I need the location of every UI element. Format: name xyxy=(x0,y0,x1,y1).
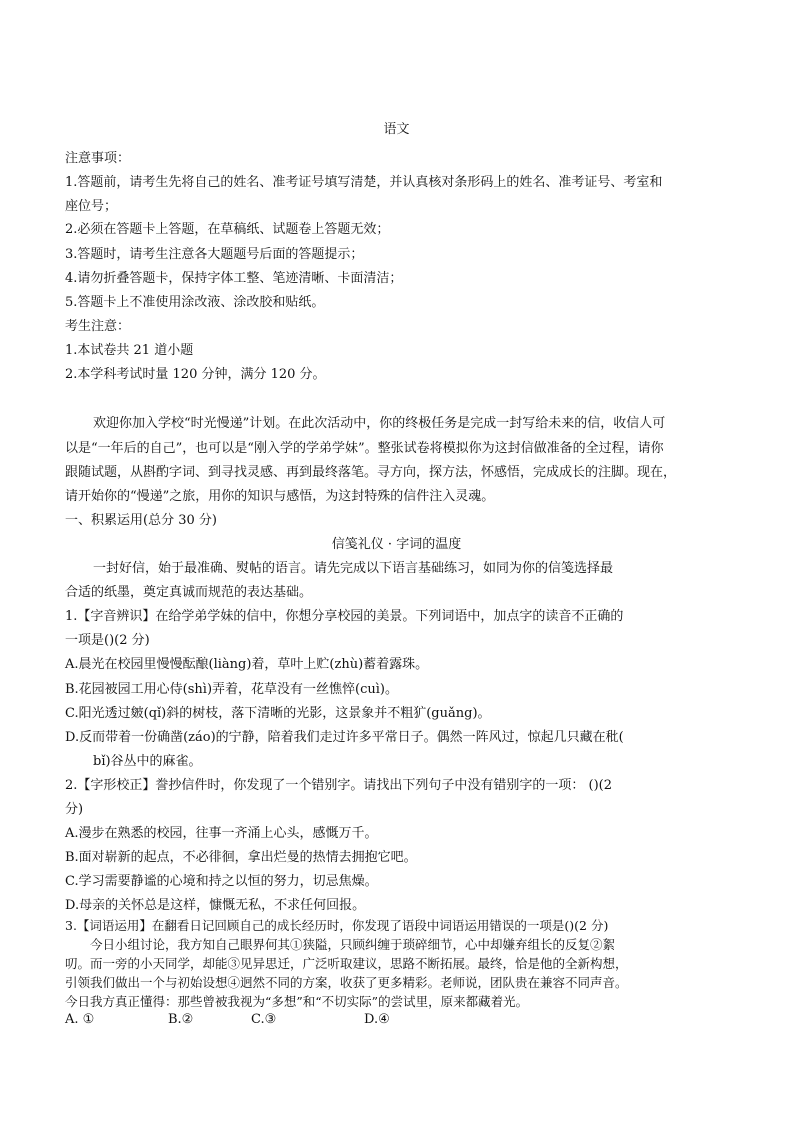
q2-stem: 2.【字形校正】誊抄信件时，你发现了一个错别字。请找出下列句子中没有错别字的一项： ()(2 xyxy=(65,778,613,793)
section-heading: 一、积累运用(总分 30 分) xyxy=(65,513,217,528)
subsection-title: 信笺礼仪 · 字词的温度 xyxy=(331,537,462,552)
q3-passage-line: 引领我们做出一个与初始设想④迥然不同的方案，收获了更多精彩。老师说，团队贵在兼容不同声音。 xyxy=(65,975,628,990)
candidate-heading: 考生注意： xyxy=(65,319,131,334)
q1-option-d: D.反而带着一份确凿(záo)的宁静，陪着我们走过许多平常日子。偶然一阵风过，惊起几只藏在秕( xyxy=(65,730,624,745)
candidate-note: 1.本试卷共 21 道小题 xyxy=(65,343,194,358)
q1-option-b: B.花园被园工用心侍(shì)弄着，花草没有一丝憔悴(cuì)。 xyxy=(65,682,398,697)
q3-passage-line: 今日我方真正懂得：那些曾被我视为“多想”和“不切实际”的尝试里，原来都藏着光。 xyxy=(65,994,529,1009)
q2-option-b: B.面对崭新的起点，不必徘徊，拿出烂曼的热情去拥抱它吧。 xyxy=(65,850,417,865)
q2-option-d: D.母亲的关怀总是这样，慷慨无私，不求任何回报。 xyxy=(65,898,366,913)
q3-option-b: B.② xyxy=(168,1012,194,1027)
subsection-intro-line: 合适的纸墨，奠定真诚而规范的表达基础。 xyxy=(65,585,313,600)
intro-line: 跟随试题，从斟酌字词、到寻找灵感、再到最终落笔。寻方向，探方法，怀感悟，完成成长的注脚。现在， xyxy=(65,465,677,480)
intro-line: 欢迎你加入学校“时光慢递”计划。在此次活动中，你的终极任务是完成一封写给未来的信，收信人可 xyxy=(93,416,666,431)
q3-passage-line: 叨。而一旁的小天同学，却能③见异思迁，广泛听取建议，思路不断拓展。最终，恰是他的全新构想， xyxy=(65,956,628,971)
q1-stem: 1.【字音辨识】在给学弟学妹的信中，你想分享校园的美景。下列词语中，加点字的读音不正确的 xyxy=(65,609,624,624)
notice-line: 4.请勿折叠答题卡，保持字体工整、笔迹清晰、卡面清洁； xyxy=(65,271,403,286)
q3-stem: 3.【词语运用】在翻看日记回顾自己的成长经历时，你发现了语段中词语运用错误的一项是()(2 分) xyxy=(65,918,609,933)
q3-option-d: D.④ xyxy=(364,1012,390,1027)
intro-line: 请开始你的“慢递”之旅，用你的知识与感悟，为这封特殊的信件注入灵魂。 xyxy=(65,489,495,504)
page-title: 语文 xyxy=(383,122,410,137)
subsection-intro-line: 一封好信，始于最准确、熨帖的语言。请先完成以下语言基础练习，如同为你的信笺选择最 xyxy=(93,561,614,576)
candidate-note: 2.本学科考试时量 120 分钟，满分 120 分。 xyxy=(65,367,326,382)
q1-option-d-cont: bǐ)谷丛中的麻雀。 xyxy=(93,754,202,769)
q3-option-a: A. ① xyxy=(65,1012,95,1027)
q1-stem: 一项是()(2 分) xyxy=(65,633,150,648)
q1-option-a: A.晨光在校园里慢慢酝酿(liàng)着，草叶上贮(zhù)蓄着露珠。 xyxy=(65,657,429,672)
notice-line: 2.必须在答题卡上答题，在草稿纸、试题卷上答题无效； xyxy=(65,222,390,237)
q3-passage-line: 今日小组讨论，我方知自己眼界何其①狭隘，只顾纠缠于琐碎细节，心中却嫌弃组长的反复②絮 xyxy=(90,937,616,952)
intro-line: 以是“一年后的自己”，也可以是“刚入学的学弟学妹”。整张试卷将模拟你为这封信做准备的全过程，请你 xyxy=(65,441,664,456)
q2-stem: 分) xyxy=(65,802,84,817)
notice-line: 5.答题卡上不准使用涂改液、涂改胶和贴纸。 xyxy=(65,295,325,310)
q3-option-c: C.③ xyxy=(251,1012,277,1027)
notice-line: 3.答题时，请考生注意各大题题号后面的答题提示； xyxy=(65,247,364,262)
notice-line: 座位号； xyxy=(65,199,118,214)
q1-option-c: C.阳光透过皴(qǐ)斜的树枝，落下清晰的光影，这景象并不粗犷(guǎng)。 xyxy=(65,706,491,721)
q2-option-a: A.漫步在熟悉的校园，往事一齐涌上心头，感慨万千。 xyxy=(65,826,378,841)
notice-line: 1.答题前，请考生先将自己的姓名、准考证号填写清楚，并认真核对条形码上的姓名、准考证号、考室和 xyxy=(65,175,663,190)
q2-option-c: C.学习需要静谧的心境和持之以恒的努力，切忌焦燥。 xyxy=(65,874,378,889)
notice-heading: 注意事项： xyxy=(65,151,131,166)
